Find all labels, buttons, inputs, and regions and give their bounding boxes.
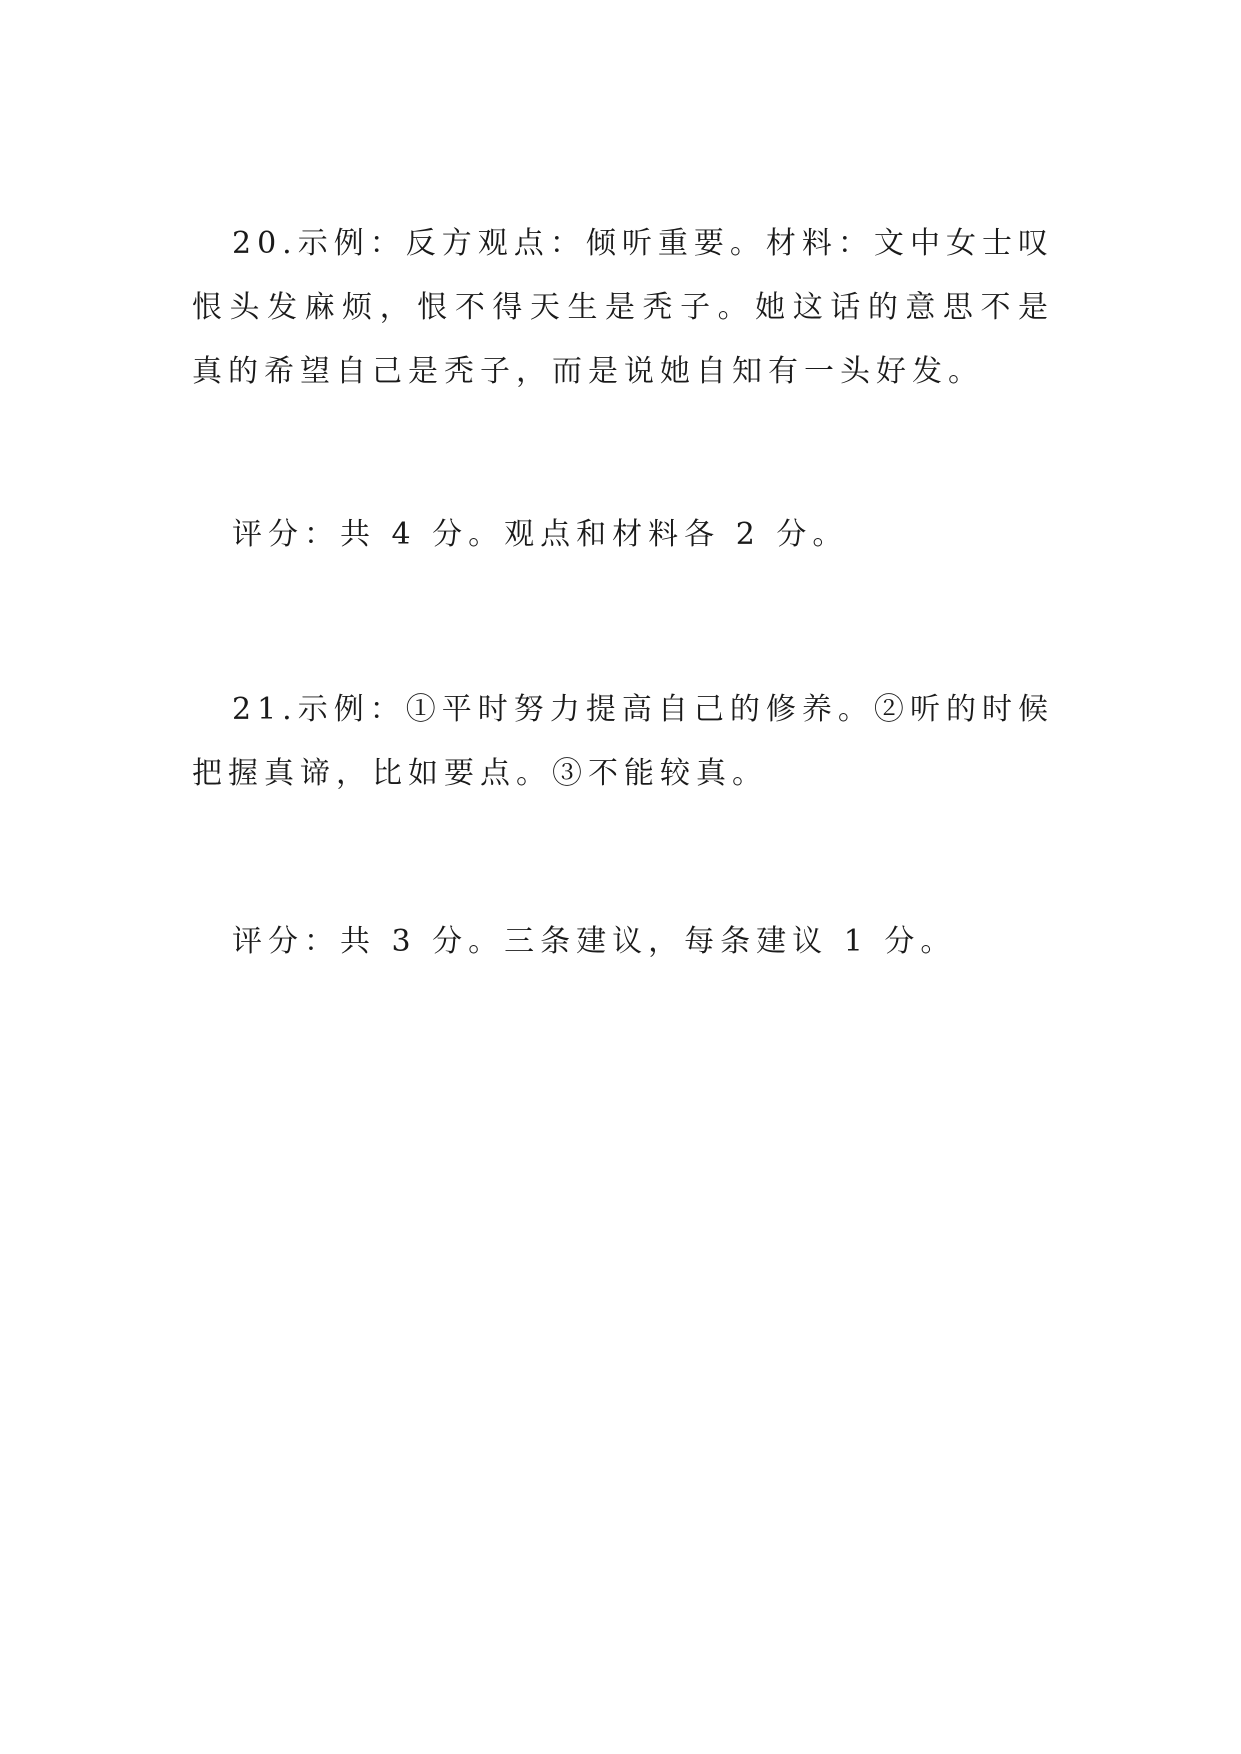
answer-20-paragraph: 20.示例：反方观点：倾听重要。材料：文中女士叹恨头发麻烦，恨不得天生是秃子。她这话的意思不是真的希望自己是秃子，而是说她自知有一头好发。	[192, 226, 1054, 389]
answer-21-paragraph: 21.示例：①平时努力提高自己的修养。②听的时候把握真谛，比如要点。③不能较真。	[192, 692, 1054, 791]
score-20-paragraph: 评分：共 4 分。观点和材料各 2 分。	[232, 517, 849, 552]
score-21-paragraph: 评分：共 3 分。三条建议，每条建议 1 分。	[232, 924, 957, 959]
